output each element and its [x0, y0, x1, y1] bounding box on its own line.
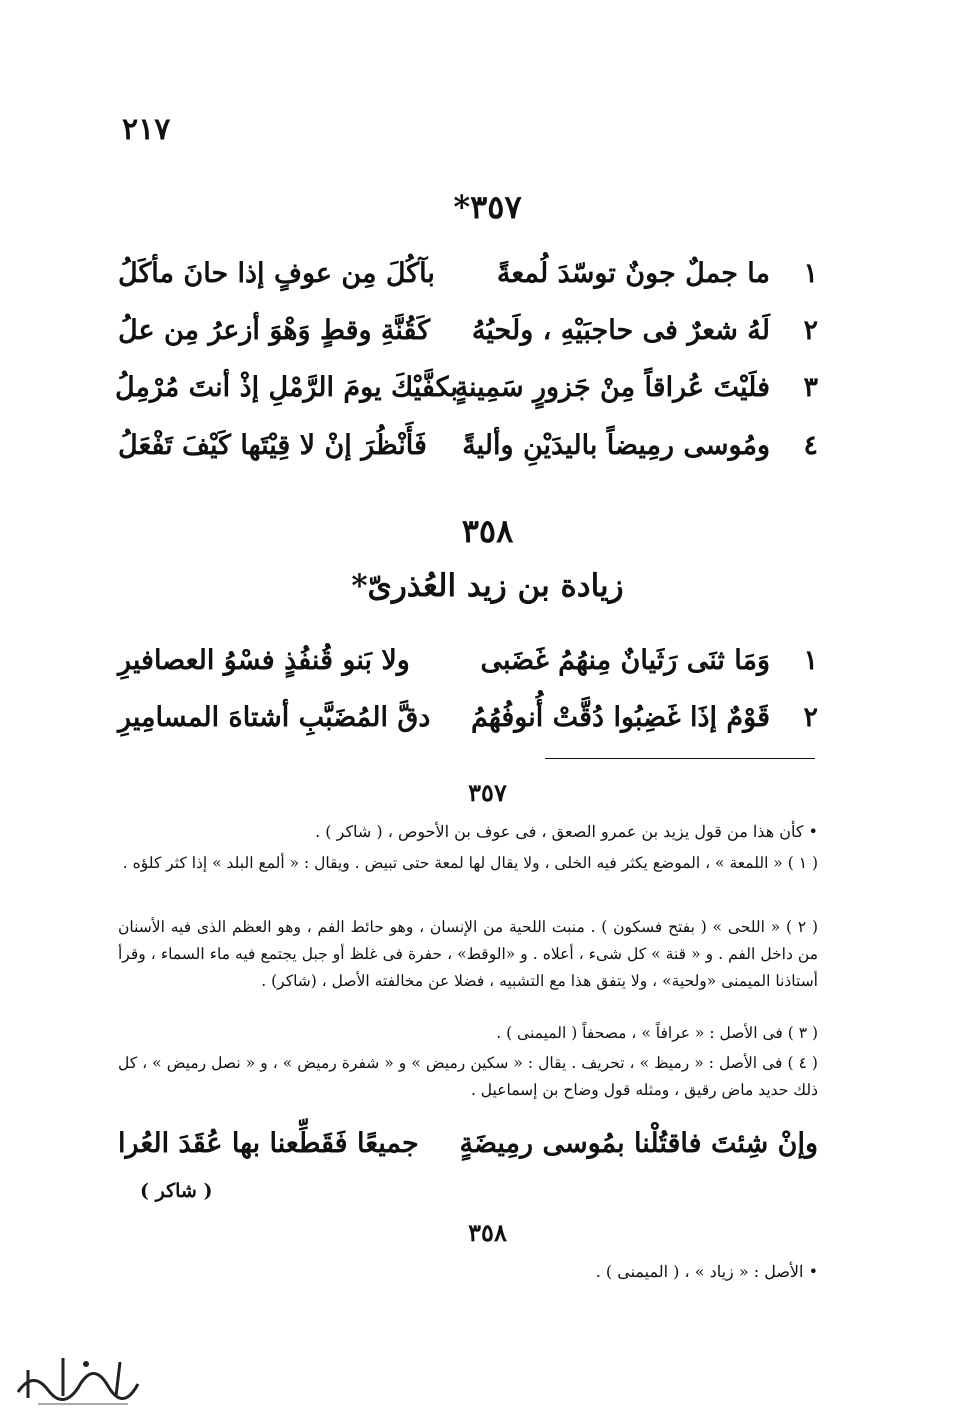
first-hemistich: وإنْ شِئتَ فاقتُلْنا بمُوسى رمِيضَةٍ [459, 1128, 818, 1159]
poem-357-number: ٣٥٧* [453, 188, 522, 226]
footnotes-358-heading: ٣٥٨ [468, 1218, 507, 1247]
verse-358-2 [118, 702, 818, 754]
verse-number: ٣ [803, 372, 818, 403]
first-hemistich: وَمَا ثنَى رَثَيانٌ مِنهُمُ غَضَبى [480, 645, 770, 676]
poem-358-number: ٣٥٨ [461, 512, 514, 550]
first-hemistich: ما جملٌ جونٌ توسّدَ لُمعةً [496, 258, 770, 289]
footnote-358-1: • الأصل : « زياد » ، ( الميمنى ) . [595, 1262, 818, 1281]
second-hemistich: جميعًا فَقَطِّعنا بها عُقَدَ العُرا [118, 1128, 419, 1159]
footnotes-357-heading: ٣٥٧ [468, 778, 507, 807]
footnote-source: • كأن هذا من قول يزيد بن عمرو الصعق ، فى عوف بن الأحوص ، ( شاكر ) . [315, 822, 818, 841]
verse-number: ٢ [803, 702, 818, 733]
verse-357-3 [114, 372, 818, 424]
verse-357-2 [118, 315, 818, 367]
verse-number: ١ [803, 258, 818, 289]
footnote-1: ( ١ ) « اللمعة » ، الموضع يكثر فيه الخلى ، ولا يقال لها لمعة حتى تبيض . ويقال : « ألمع البلد » إذا كثر كلؤه . [122, 854, 818, 872]
page-number: ٢١٧ [122, 112, 171, 147]
verse-357-4 [118, 430, 818, 482]
second-hemistich: كَقُنَّةِ وقطٍ وَهْوَ أزعرُ مِن علُ [118, 315, 431, 346]
footnote-3: ( ٣ ) فى الأصل : « عرافاً » ، مصحفاً ( الميمنى ) . [496, 1024, 818, 1042]
second-hemistich: ولا بَنو قُنفُذٍ فسْوُ العصافيرِ [118, 645, 410, 676]
first-hemistich: فلَيْتَ عُراقاً مِنْ جَزورٍ سَمِينةٍ [454, 372, 770, 403]
first-hemistich: قَوْمٌ إذَا غَضِبُوا دُقَّتْ أُنوفُهُمُ [470, 702, 770, 733]
footnote-divider [545, 758, 815, 759]
second-hemistich: بآكُلَ مِن عوفٍ إذا حانَ مأكَلُ [118, 258, 435, 289]
verse-358-1 [118, 645, 818, 697]
verse-number: ٢ [803, 315, 818, 346]
second-hemistich: بكفَّيْكَ يومَ الرَّمْلِ إذْ أنتَ مُرْمِلُ [114, 372, 458, 403]
verse-357-1 [118, 258, 818, 310]
attribution-shaker: ( شاكر ) [140, 1180, 213, 1202]
second-hemistich: فَأَنْظُرَ إنْ لا قِيْتَها كَيْفَ تَفْعَلُ [118, 430, 427, 461]
calligraphy-logo-icon [8, 1340, 158, 1412]
verse-number: ١ [803, 645, 818, 676]
footnote-2: ( ٢ ) « اللحى » ( بفتح فسكون ) . منبت اللحية من الإنسان ، وهو حائط الفم ، وهو العظم الذى فيه الأسنان من داخل الفم . و « قنة » كل شىء ، أعلاه . و «الوقط» ، حفرة فى غلظ أو جبل يجتمع فيه ماء السماء ، وقرأ أستاذنا الميمنى «ولحية» ، ولا يتفق هذا مع التشبيه ، فضلا عن مخالفته الأصل ، (شاكر) . [118, 918, 818, 990]
watermark-logo [8, 1340, 158, 1412]
quoted-verse [118, 1128, 818, 1180]
verse-number: ٤ [803, 430, 818, 461]
first-hemistich: ومُوسى رمِيضاً باليدَيْنِ وأليةً [462, 430, 770, 461]
first-hemistich: لَهُ شعرٌ فى حاجبَيْهِ ، ولَحيُهُ [471, 315, 770, 346]
poet-name: زيادة بن زيد العُذرىّ* [351, 568, 624, 604]
footnote-4: ( ٤ ) فى الأصل : « رميظ » ، تحريف . يقال : « سكين رميض » و « شفرة رميض » ، و « نصل رميض » ، كل ذلك حديد ماض رقيق ، ومثله قول وضاح بن إسماعيل . [118, 1054, 818, 1099]
second-hemistich: دقَّ المُضَبَّبِ أشتاهَ المسامِيرِ [118, 702, 431, 733]
